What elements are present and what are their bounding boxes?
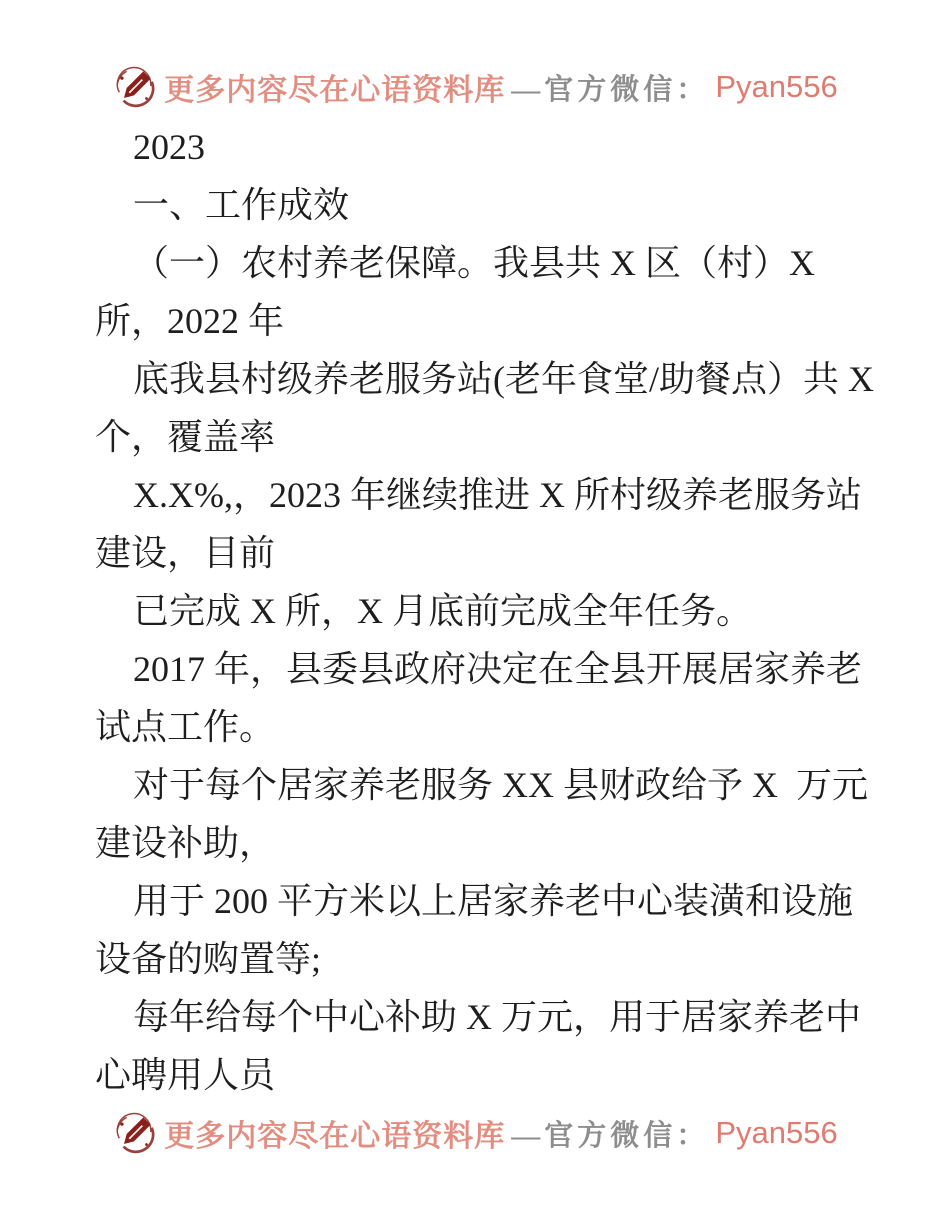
text-line: 一、工作成效 <box>133 185 350 225</box>
text-line: 设备的购置等; <box>95 939 322 979</box>
watermark-brand-text: 更多内容尽在心语资料库 <box>164 74 506 107</box>
text-line: 用于 200 平方米以上居家养老中心装潢和设施 <box>133 881 854 921</box>
watermark-wechat-id: Pyan556 <box>715 69 838 104</box>
watermark-channel-text: —官方微信： <box>511 73 710 106</box>
watermark-channel-text: —官方微信： <box>511 1119 710 1152</box>
watermark-footer <box>0 1110 950 1156</box>
text-line: 建设，目前 <box>95 533 276 573</box>
text-line: 建设补助， <box>95 823 276 863</box>
watermark-brand-text: 更多内容尽在心语资料库 <box>164 1120 506 1153</box>
text-line: 心聘用人员 <box>95 1055 276 1095</box>
text-line: 已完成 X 所，X 月底前完成全年任务。 <box>133 591 752 631</box>
pen-logo-icon <box>112 64 158 110</box>
watermark-header <box>0 64 950 110</box>
text-line: 2023 <box>133 127 205 167</box>
text-line: 试点工作。 <box>95 707 276 747</box>
text-line: 对于每个居家养老服务 XX 县财政给予 X 万元 <box>133 765 868 805</box>
document-body <box>95 118 904 1104</box>
text-line: 所，2022 年 <box>95 301 285 341</box>
text-line: 2017 年，县委县政府决定在全县开展居家养老 <box>133 649 863 689</box>
text-line: 个，覆盖率 <box>95 417 276 457</box>
pen-logo-icon <box>112 1110 158 1156</box>
watermark-wechat-id: Pyan556 <box>715 1115 838 1150</box>
text-line: 每年给每个中心补助 X 万元，用于居家养老中 <box>133 997 861 1037</box>
text-line: X.X%,，2023 年继续推进 X 所村级养老服务站 <box>133 475 862 515</box>
text-line: 底我县村级养老服务站(老年食堂/助餐点）共 X <box>133 359 874 399</box>
text-line: （一）农村养老保障。我县共 X 区（村）X <box>133 243 815 283</box>
